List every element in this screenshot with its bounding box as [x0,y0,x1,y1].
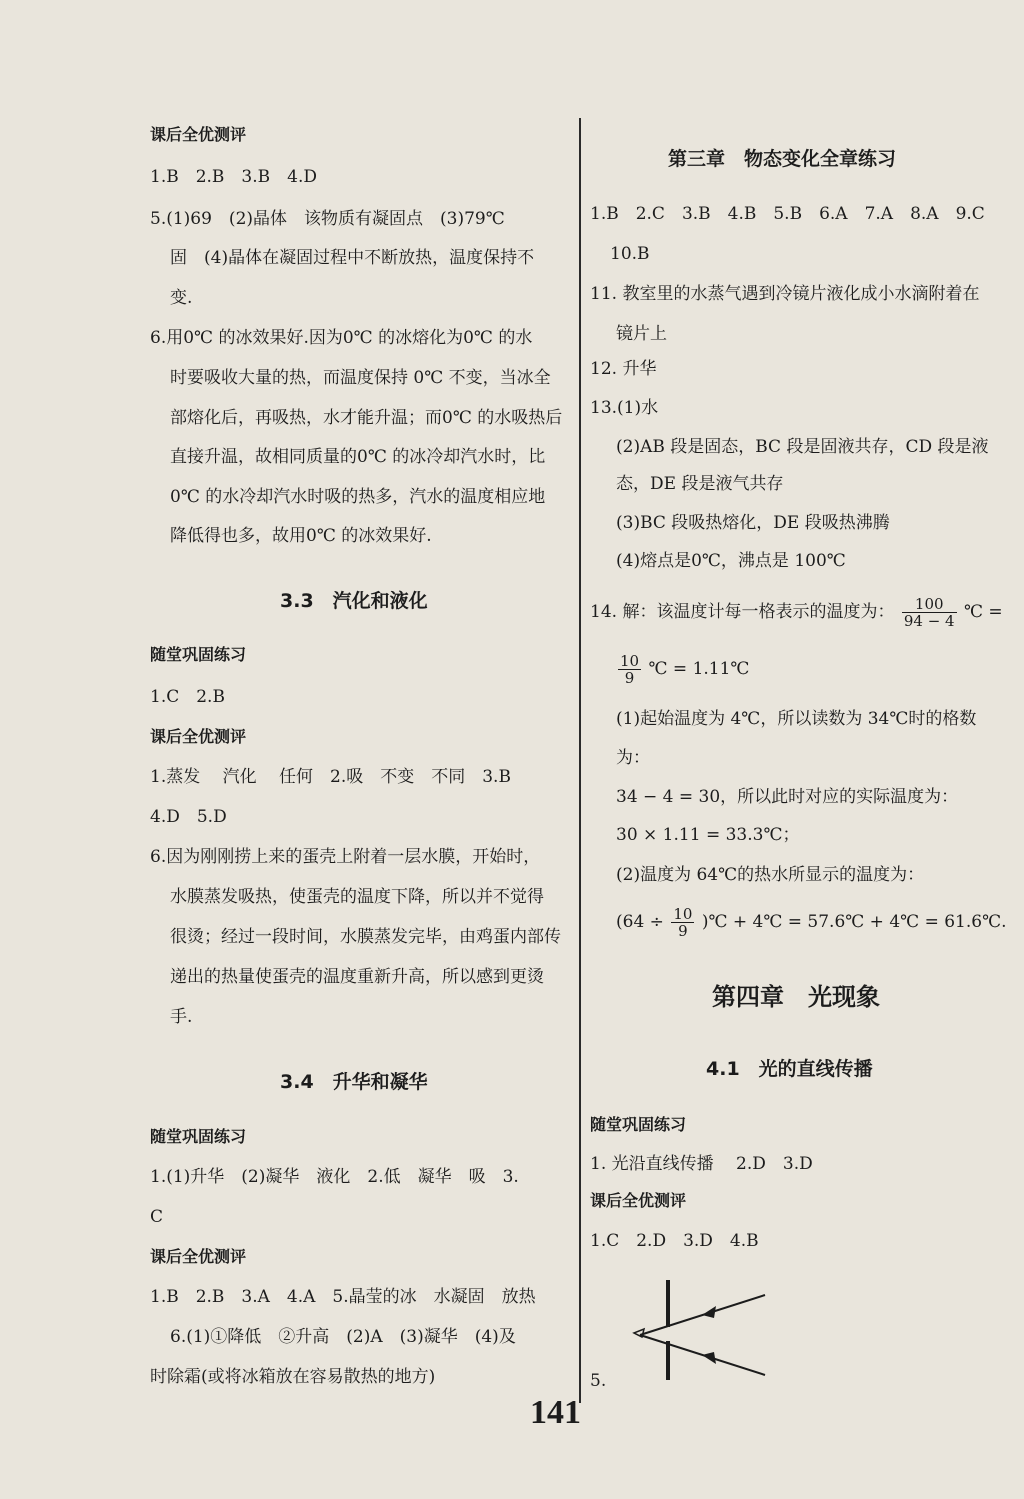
section-label: 随堂巩固练习 [590,1115,687,1134]
answer-line: 递出的热量使蛋壳的温度重新升高，所以感到更烫 [170,967,544,987]
section-label: 课后全优测评 [150,1247,247,1266]
answer-line: 11. 教室里的水蒸气遇到冷镜片液化成小水滴附着在 [590,284,980,304]
answer-line: 固 (4)晶体在凝固过程中不断放热，温度保持不 [170,248,535,268]
fraction-denominator: 9 [678,922,688,940]
answer-line: 水膜蒸发吸热，使蛋壳的温度下降，所以并不觉得 [170,887,544,907]
answer-line: 态，DE 段是液气共存 [616,474,784,494]
answer-line: 1.C 2.D 3.D 4.B [590,1231,759,1251]
answer-line: 13.(1)水 [590,398,659,418]
answer-line: 1.B 2.C 3.B 4.B 5.B 6.A 7.A 8.A 9.C [590,204,985,224]
answer-line: 5.(1)69 (2)晶体 该物质有凝固点 (3)79℃ [150,209,505,229]
answer-line: (1)起始温度为 4℃，所以读数为 34℃时的格数 [616,709,977,729]
answer-line: 变. [170,288,193,308]
section-label: 随堂巩固练习 [150,645,247,664]
answer-line: 1.B 2.B 3.B 4.D [150,167,317,187]
answer-line: (2)温度为 64℃的热水所显示的温度为： [616,865,925,885]
answer-line: 1.(1)升华 (2)凝华 液化 2.低 凝华 吸 3. [150,1167,519,1187]
answer-line: 6.用0℃ 的冰效果好.因为0℃ 的冰熔化为0℃ 的水 [150,328,533,348]
section-label: 课后全优测评 [150,125,247,144]
fraction [671,906,694,939]
fraction-numerator: 10 [673,905,693,923]
section-label: 课后全优测评 [150,727,247,746]
answer-line: 镜片上 [616,324,667,344]
answer-line: 0℃ 的水冷却汽水时吸的热多，汽水的温度相应地 [170,487,546,507]
answer-line: 时除霜(或将冰箱放在容易散热的地方) [150,1367,436,1387]
answer-line: C [150,1207,164,1227]
fraction-denominator: 9 [624,669,635,687]
answer-line [616,906,1007,939]
section-heading-4-1: 4.1 光的直线传播 [706,1058,873,1080]
answer-line: 5. [590,1371,607,1391]
answer-line: 1.B 2.B 3.A 4.A 5.晶莹的冰 水凝固 放热 [150,1287,536,1307]
answer-line: (3)BC 段吸热熔化，DE 段吸热沸腾 [616,513,890,533]
answer-line: 很烫；经过一段时间，水膜蒸发完毕，由鸡蛋内部传 [170,927,561,947]
answer-line: 1. 光沿直线传播 2.D 3.D [590,1154,813,1174]
fraction [618,653,641,686]
answer-line: 降低得也多，故用0℃ 的冰效果好. [170,526,432,546]
answer-line: 时要吸收大量的热，而温度保持 0℃ 不变，当冰全 [170,368,551,388]
column-divider [579,118,581,1403]
answer-line: 为： [616,748,650,768]
chapter-heading: 第四章 光现象 [712,983,880,1011]
section-label: 随堂巩固练习 [150,1127,247,1146]
answer-line: 手. [170,1007,193,1027]
answer-line: (2)AB 段是固态，BC 段是固液共存，CD 段是液 [616,437,989,457]
answer-line [590,596,1003,629]
fraction-denominator: 94 − 4 [903,612,955,630]
chapter-exercise-heading: 第三章 物态变化全章练习 [668,148,897,170]
answer-line: 1.C 2.B [150,687,225,707]
arrow-head-icon [702,1352,716,1364]
answer-text: 14. 解：该温度计每一格表示的温度为： [590,602,895,622]
page-number: 141 [530,1394,581,1431]
answer-line: 1.蒸发 汽化 任何 2.吸 不变 不同 3.B [150,767,511,787]
arrow-head-icon [702,1306,716,1318]
section-heading-3-3: 3.3 汽化和液化 [280,590,428,612]
answer-text: (64 ÷ [616,912,664,932]
answer-line [616,653,749,686]
light-ray-diagram [620,1275,770,1385]
fraction-numerator: 10 [620,652,640,670]
answer-text: ℃ = 1.11℃ [648,659,750,679]
answer-line: (4)熔点是0℃，沸点是 100℃ [616,551,846,571]
answer-line: 6.因为刚刚捞上来的蛋壳上附着一层水膜，开始时， [150,847,541,867]
answer-line: 30 × 1.11 = 33.3℃； [616,825,800,845]
answer-line: 34 − 4 = 30，所以此时对应的实际温度为： [616,787,959,807]
answer-line: 10.B [610,244,650,264]
answer-line: 4.D 5.D [150,807,227,827]
answer-line: 部熔化后，再吸热，水才能升温；而0℃ 的水吸热后 [170,408,563,428]
answer-line: 12. 升华 [590,359,657,379]
answer-line: 6.(1)①降低 ②升高 (2)A (3)凝华 (4)及 [170,1327,516,1347]
answer-text: )℃ + 4℃ = 57.6℃ + 4℃ = 61.6℃. [701,912,1007,932]
answer-text: ℃ = [964,602,1003,622]
section-heading-3-4: 3.4 升华和凝华 [280,1071,428,1093]
answer-line: 直接升温，故相同质量的0℃ 的冰冷却汽水时，比 [170,447,546,467]
fraction [902,596,957,629]
fraction-numerator: 100 [902,596,957,613]
eye-icon [634,1329,644,1337]
section-label: 课后全优测评 [590,1191,687,1210]
